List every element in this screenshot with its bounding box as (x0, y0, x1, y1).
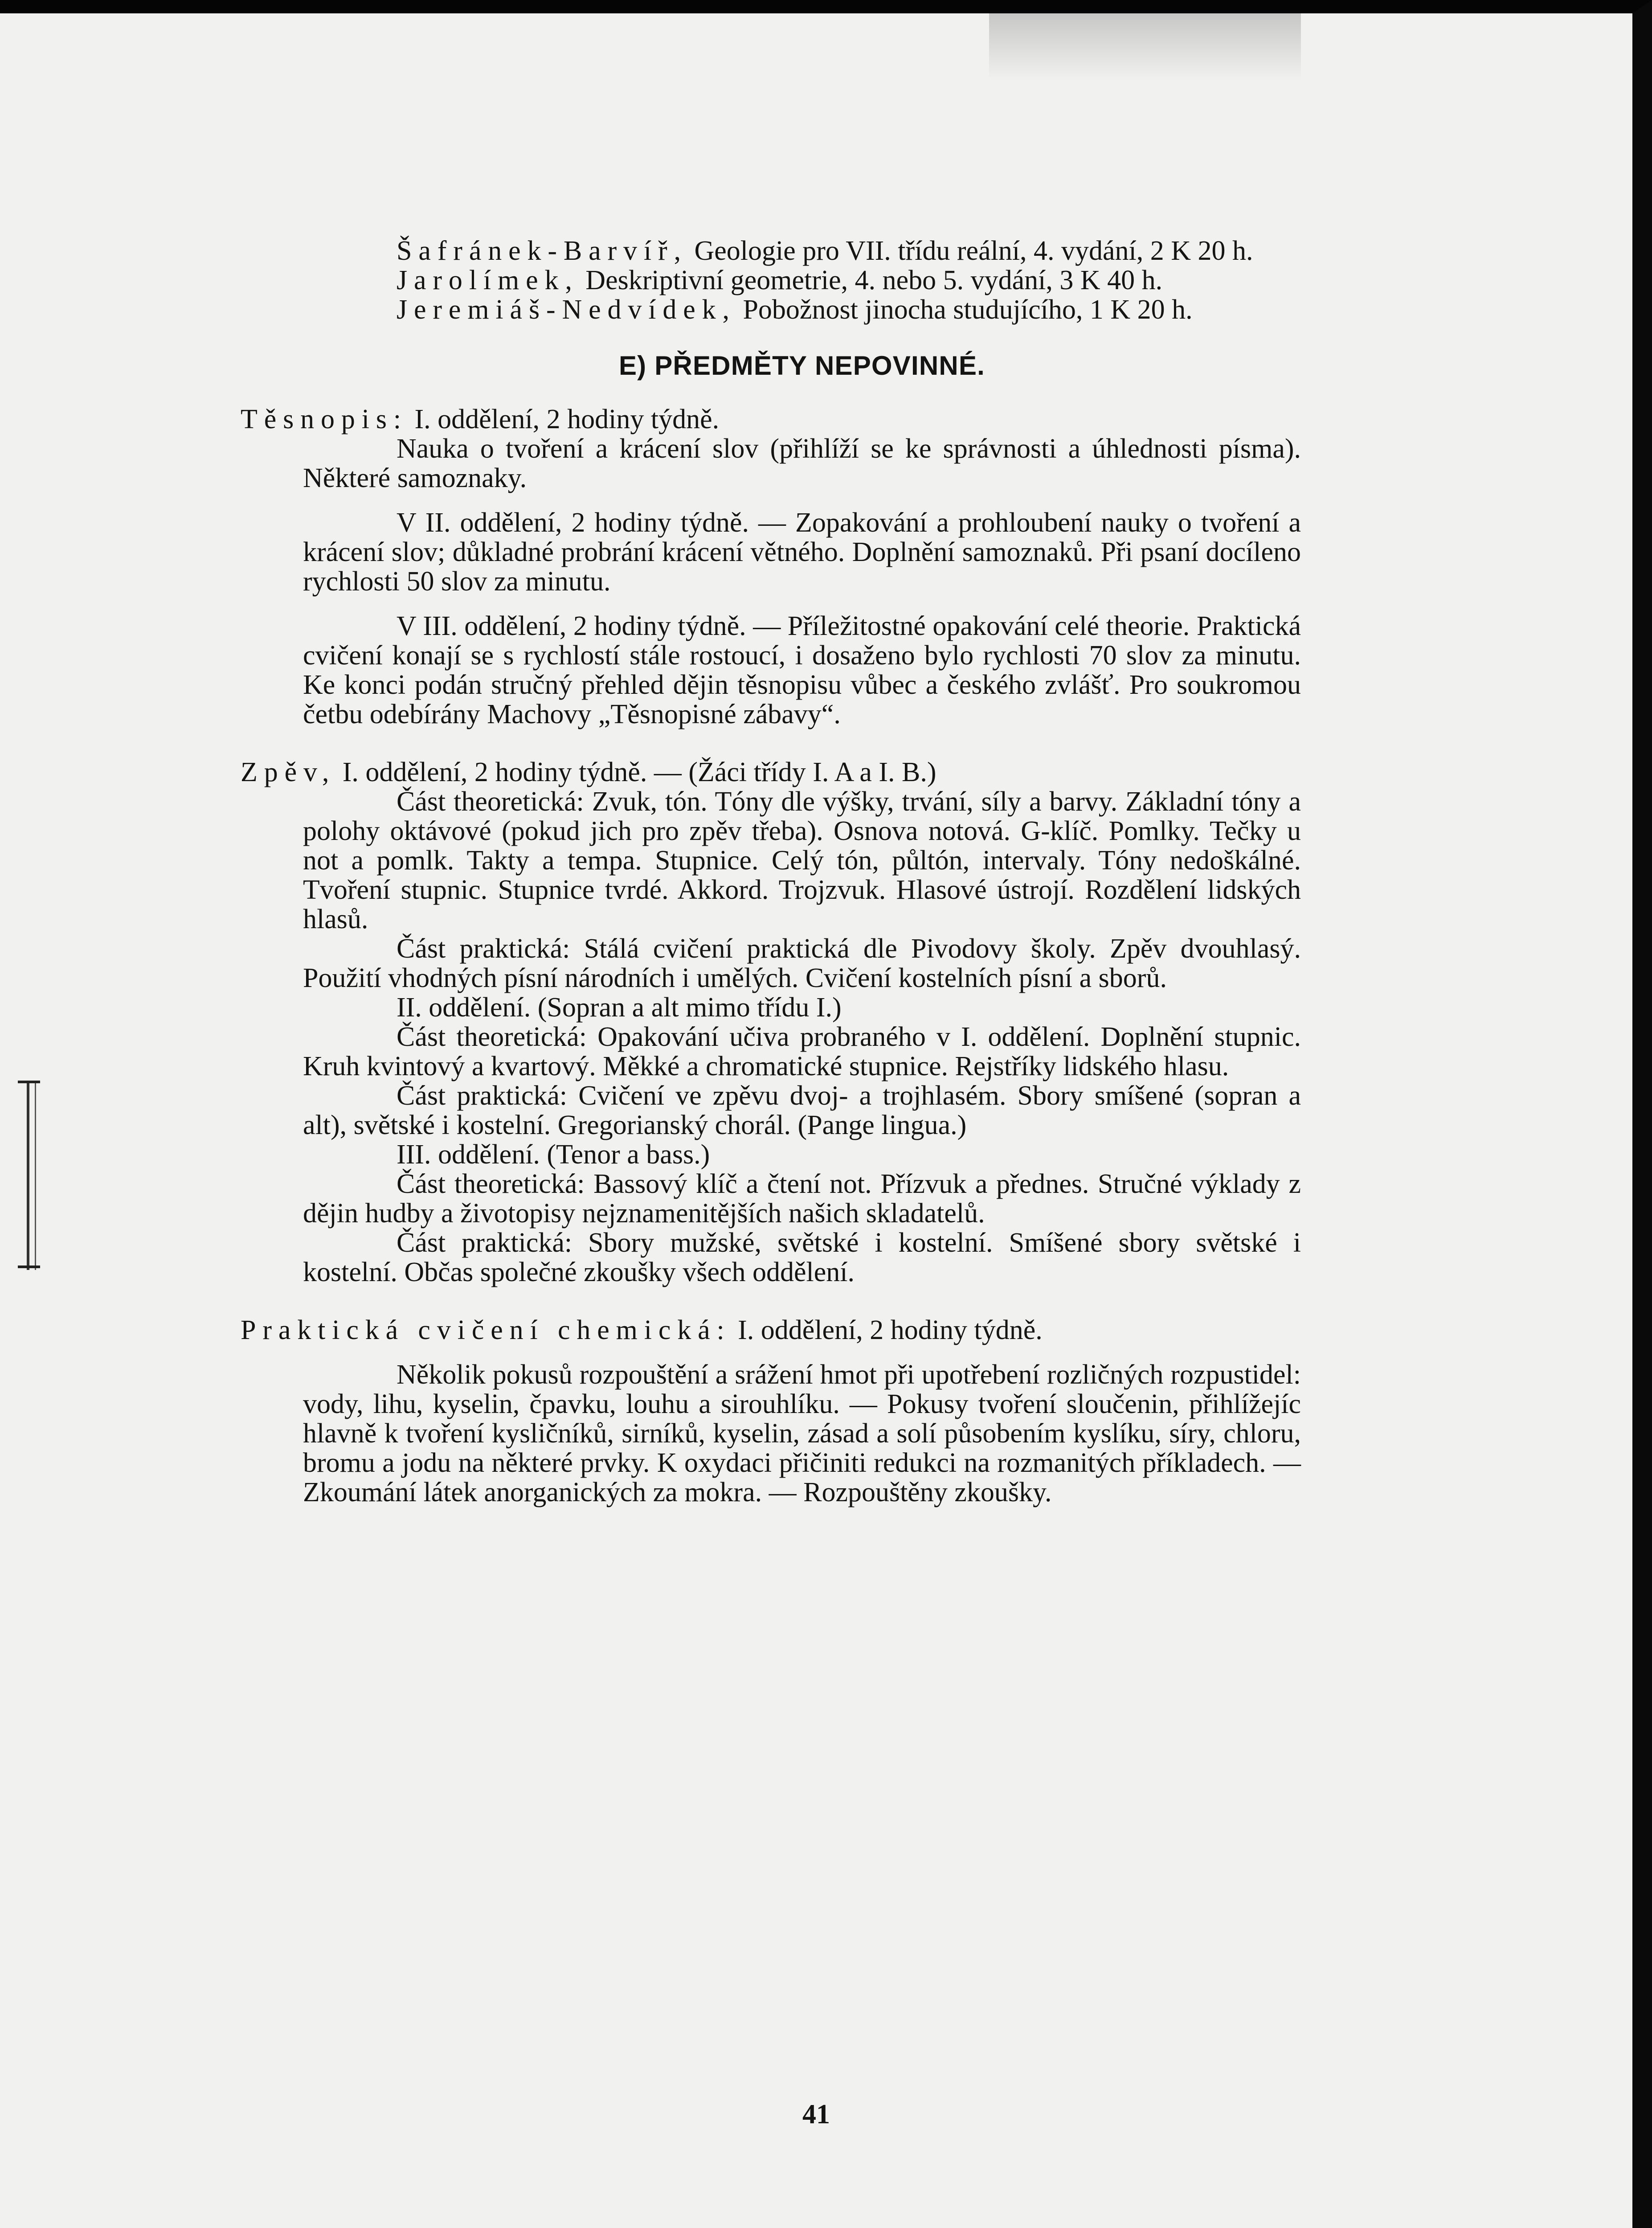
page-number: 41 (802, 2099, 830, 2130)
book-entry (303, 236, 1301, 266)
book-list (303, 236, 1301, 324)
book-author: Jarolímek, (397, 265, 579, 295)
paragraph: Část theoretická: Bassový klíč a čtení not. Přízvuk a přednes. Stručné výklady z dějin hudby a životopisy nejznamenitějších našich skladatelů. (303, 1169, 1301, 1229)
paragraph: Část praktická: Sbory mužské, světské i kostelní. Smíšené sbory světské i kostelní. Občas společné zkoušky všech oddělení. (303, 1228, 1301, 1287)
book-text: Pobožnost jinocha studujícího, 1 K 20 h. (743, 295, 1193, 325)
binding-tick-top (18, 1081, 40, 1083)
binding-tick-bottom (18, 1266, 40, 1268)
section-chemie (241, 1315, 1301, 1507)
section-tesnopis (241, 404, 1301, 729)
text-body (241, 236, 1301, 1507)
scan-smudge (989, 13, 1301, 80)
subject-label: Zpěv, (241, 757, 336, 787)
book-entry (303, 266, 1301, 295)
subject-intro: I. oddělení, 2 hodiny týdně. (738, 1315, 1043, 1345)
subject-line (241, 1315, 1301, 1345)
paragraph: Několik pokusů rozpouštění a srážení hmot při upotřebení rozličných rozpustidel: vody, lihu, kyselin, čpavku, louhu a sirouhlíku. — Pokusy tvoření sloučenin, přihlížejíc hlavně k tvoření kysličníků, sirníků, kyselin, zásad a solí působením kyslíku, síry, chloru, bromu a jodu na některé prvky. K oxydaci přičiniti redukci na rozmanitých příkladech. — Zkoumání látek anorganických za mokra. — Rozpouštěny zkoušky. (303, 1360, 1301, 1507)
paragraph: V III. oddělení, 2 hodiny týdně. — Příležitostné opakování celé theorie. Praktická cvičení konají se s rychlostí stále rostoucí, i dosaženo bylo rychlosti 70 slov za minutu. Ke konci podán stručný přehled dějin těsnopisu vůbec a českého zvlášť. Pro soukromou četbu odebírány Machovy „Těsnopisné zábavy“. (303, 611, 1301, 729)
book-author: Šafránek-Barvíř, (397, 236, 687, 266)
subject-line (241, 404, 1301, 434)
book-text: Geologie pro VII. třídu reální, 4. vydání, 2 K 20 h. (694, 236, 1253, 266)
paragraph: Nauka o tvoření a krácení slov (přihlíží se ke správnosti a úhlednosti písma). Některé samoznaky. (303, 434, 1301, 493)
section-zpev (241, 757, 1301, 1287)
paragraph: V II. oddělení, 2 hodiny týdně. — Zopakování a prohloubení nauky o tvoření a krácení slov; důkladné probrání krácení větného. Doplnění samoznaků. Při psaní docíleno rychlosti 50 slov za minutu. (303, 508, 1301, 597)
paragraph: Část praktická: Stálá cvičení praktická dle Pivodovy školy. Zpěv dvouhlasý. Použití vhodných písní národních i umělých. Cvičení kostelních písní a sborů. (303, 934, 1301, 993)
binding-mark (27, 1083, 36, 1270)
subject-intro: I. oddělení, 2 hodiny týdně. (414, 404, 720, 434)
subject-intro: I. oddělení, 2 hodiny týdně. — (Žáci třídy I. A a I. B.) (342, 757, 936, 787)
book-author: Jeremiáš-Nedvídek, (397, 295, 736, 325)
paragraph: III. oddělení. (Tenor a bass.) (397, 1139, 710, 1170)
subject-label: Těsnopis: (241, 404, 408, 434)
section-heading: E) PŘEDMĚTY NEPOVINNÉ. (618, 351, 985, 381)
paragraph: Část theoretická: Zvuk, tón. Tóny dle výšky, trvání, síly a barvy. Základní tóny a polohy oktávové (pokud jich pro zpěv třeba). Osnova notová. G-klíč. Pomlky. Tečky u not a pomlk. Takty a tempa. Stupnice. Celý tón, půltón, intervaly. Tóny nedoškálné. Tvoření stupnic. Stupnice tvrdé. Akkord. Trojzvuk. Hlasové ústrojí. Rozdělení lidských hlasů. (303, 786, 1301, 934)
subject-label: Praktická cvičení chemická: (241, 1315, 731, 1345)
paragraph: Část theoretická: Opakování učiva probraného v I. oddělení. Doplnění stupnic. Kruh kvintový a kvartový. Měkké a chromatické stupnice. Rejstříky lidského hlasu. (303, 1022, 1301, 1081)
paragraph: Část praktická: Cvičení ve zpěvu dvoj- a trojhlasém. Sbory smíšené (sopran a alt), světské i kostelní. Gregorianský chorál. (Pange lingua.) (303, 1081, 1301, 1140)
book-text: Deskriptivní geometrie, 4. nebo 5. vydání, 3 K 40 h. (585, 265, 1163, 295)
subject-line (241, 757, 1301, 787)
book-entry (303, 295, 1301, 324)
paragraph: II. oddělení. (Sopran a alt mimo třídu I.) (397, 992, 842, 1023)
